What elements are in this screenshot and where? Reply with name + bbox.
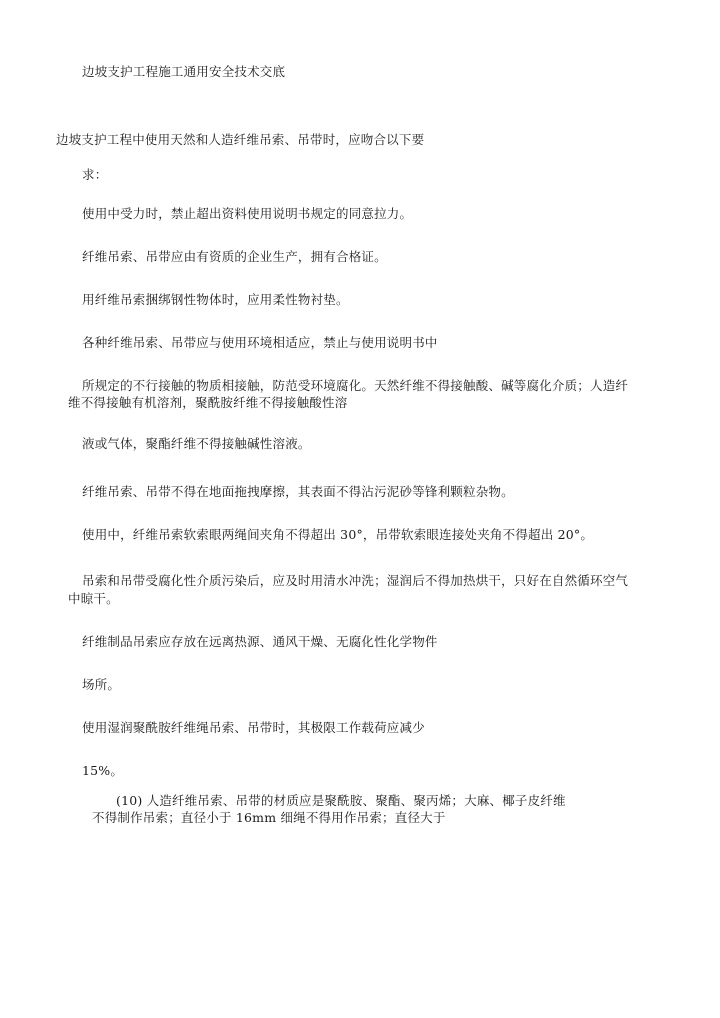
paragraph-line: 吊索和吊带受腐化性介质污染后，应及时用清水冲洗；湿润后不得加热烘干，只好在自然循环空气 [82, 573, 629, 588]
paragraph-line: 纤维吊索、吊带不得在地面拖拽摩擦，其表面不得沾污泥砂等锋利颗粒杂物。 [82, 484, 514, 499]
paragraph-line: 各种纤维吊索、吊带应与使用环境相适应，禁止与使用说明书中 [82, 335, 438, 350]
paragraph-line: 求： [82, 167, 108, 182]
paragraph-line: 中晾干。 [68, 591, 119, 606]
paragraph-line: 场所。 [82, 677, 121, 692]
paragraph-line: 不得制作吊索；直径小于 16mm 细绳不得用作吊索；直径大于 [92, 810, 446, 825]
paragraph-line: 边坡支护工程中使用天然和人造纤维吊索、吊带时，应吻合以下要 [56, 132, 425, 147]
paragraph-line: 使用中受力时，禁止超出资料使用说明书规定的同意拉力。 [82, 206, 413, 221]
paragraph-line: 15%。 [82, 763, 124, 778]
paragraph-line: 使用中，纤维吊索软索眼两绳间夹角不得超出 30°，吊带软索眼连接处夹角不得超出 20°。 [82, 527, 594, 542]
paragraph-line: (10) 人造纤维吊索、吊带的材质应是聚酰胺、聚酯、聚丙烯；大麻、椰子皮纤维 [116, 793, 566, 808]
paragraph-line: 维不得接触有机溶剂，聚酰胺纤维不得接触酸性溶 [68, 395, 348, 410]
paragraph-line: 液或气体，聚酯纤维不得接触碱性溶液。 [82, 436, 311, 451]
paragraph-line: 纤维制品吊索应存放在远离热源、通风干燥、无腐化性化学物件 [82, 634, 438, 649]
paragraph-line: 纤维吊索、吊带应由有资质的企业生产，拥有合格证。 [82, 249, 387, 264]
paragraph-line: 使用湿润聚酰胺纤维绳吊索、吊带时，其极限工作载荷应减少 [82, 720, 425, 735]
document-title: 边坡支护工程施工通用安全技术交底 [82, 64, 286, 79]
paragraph-line: 用纤维吊索捆绑钢性物体时，应用柔性物衬垫。 [82, 292, 349, 307]
paragraph-line: 所规定的不行接触的物质相接触，防范受环境腐化。天然纤维不得接触酸、碱等腐化介质；人造纤 [82, 378, 629, 393]
